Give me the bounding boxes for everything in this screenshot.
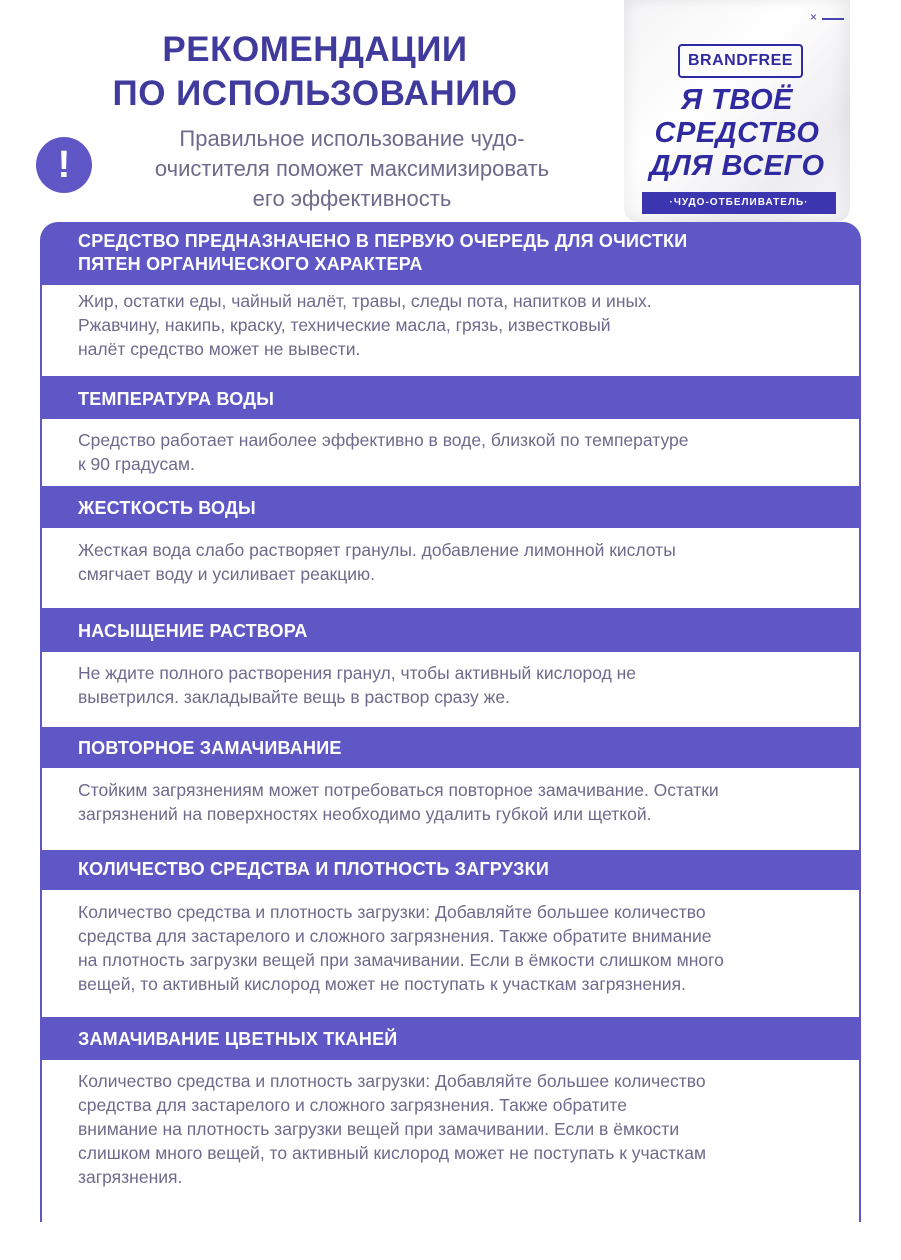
product-title-line: Я ТВОЁ: [680, 84, 794, 116]
section-body: [42, 652, 859, 727]
text-line: Жир, остатки еды, чайный налёт, травы, следы пота, напитков и иных.: [78, 291, 652, 311]
product-title-line: СРЕДСТВО: [654, 117, 820, 149]
section-body: [42, 1060, 859, 1260]
text-line: средства для застарелого и сложного загрязнения. Также обратите внимание: [78, 926, 712, 946]
text-line: вещей, то активный кислород может не поступать к участкам загрязнения.: [78, 974, 686, 994]
section-body: [42, 528, 859, 608]
section-text: [78, 538, 845, 586]
section-body: [42, 768, 859, 850]
section-text: [78, 900, 845, 996]
text-line: налёт средство может не вывести.: [78, 339, 361, 359]
text-line: Стойким загрязнениям может потребоваться повторное замачивание. Остатки: [78, 780, 719, 800]
section-text: [78, 778, 845, 826]
section-heading: [78, 858, 549, 881]
text-line: Средство работает наиболее эффективно в воде, близкой по температуре: [78, 430, 689, 450]
section-heading: [78, 388, 274, 411]
section-heading: [78, 497, 256, 520]
subtitle-line: очистителя поможет максимизировать: [154, 156, 550, 181]
text-line: к 90 градусам.: [78, 454, 195, 474]
text-line: на плотность загрузки вещей при замачивании. Если в ёмкости слишком много: [78, 950, 724, 970]
recommendations-panel: [40, 222, 861, 1222]
text-line: Ржавчину, накипь, краску, технические масла, грязь, известковый: [78, 315, 611, 335]
title-line: РЕКОМЕНДАЦИИ: [162, 30, 468, 69]
section-heading: [78, 737, 342, 760]
heading-line: ПОВТОРНОЕ ЗАМАЧИВАНИЕ: [78, 738, 342, 758]
section-body: [42, 890, 859, 1017]
text-line: выветрился. закладывайте вещь в раствор сразу же.: [78, 687, 510, 707]
zip-tear-icon: [822, 18, 844, 20]
heading-line: КОЛИЧЕСТВО СРЕДСТВА И ПЛОТНОСТЬ ЗАГРУЗКИ: [78, 859, 549, 879]
text-line: загрязнений на поверхностях необходимо удалить губкой или щеткой.: [78, 804, 652, 824]
exclamation-icon: !: [36, 137, 92, 193]
section-heading: [78, 230, 687, 276]
text-line: Количество средства и плотность загрузки: Добавляйте большее количество: [78, 902, 706, 922]
text-line: слишком много вещей, то активный кислород может не поступать к участкам: [78, 1143, 706, 1163]
text-line: средства для застарелого и сложного загрязнения. Также обратите: [78, 1095, 627, 1115]
title-line: ПО ИСПОЛЬЗОВАНИЮ: [112, 74, 518, 113]
product-package: [624, 0, 850, 222]
heading-line: СРЕДСТВО ПРЕДНАЗНАЧЕНО В ПЕРВУЮ ОЧЕРЕДЬ ДЛЯ ОЧИСТКИ: [78, 231, 688, 251]
text-line: Не ждите полного растворения гранул, чтобы активный кислород не: [78, 663, 637, 683]
section-heading: [78, 620, 308, 643]
subtitle-line: его эффективность: [252, 186, 452, 211]
text-line: внимание на плотность загрузки вещей при замачивании. Если в ёмкости: [78, 1119, 680, 1139]
product-title-line: ДЛЯ ВСЕГО: [649, 150, 825, 182]
section-heading: [78, 1028, 397, 1051]
section-text: [78, 428, 845, 476]
text-line: загрязнения.: [78, 1167, 183, 1187]
heading-line: НАСЫЩЕНИЕ РАСТВОРА: [78, 621, 308, 641]
text-line: Количество средства и плотность загрузки: Добавляйте большее количество: [78, 1071, 706, 1091]
section-text: [78, 1069, 845, 1189]
text-line: Жесткая вода слабо растворяет гранулы. добавление лимонной кислоты: [78, 540, 676, 560]
section-text: [78, 661, 845, 709]
heading-line: ПЯТЕН ОРГАНИЧЕСКОГО ХАРАКТЕРА: [78, 254, 423, 274]
product-title: [624, 84, 850, 183]
text-line: смягчает воду и усиливает реакцию.: [78, 564, 375, 584]
heading-line: ЗАМАЧИВАНИЕ ЦВЕТНЫХ ТКАНЕЙ: [78, 1029, 398, 1049]
heading-line: ЖЕСТКОСТЬ ВОДЫ: [78, 498, 256, 518]
section-text: [78, 289, 845, 361]
subtitle: [112, 124, 592, 214]
product-band: ·ЧУДО-ОТБЕЛИВАТЕЛЬ·: [642, 192, 836, 214]
product-brand: BRANDFREE: [678, 44, 803, 78]
page-title: [100, 28, 530, 116]
section-body: [42, 419, 859, 486]
heading-line: ТЕМПЕРАТУРА ВОДЫ: [78, 389, 275, 409]
section-body: [42, 285, 859, 376]
subtitle-line: Правильное использование чудо-: [179, 126, 525, 151]
